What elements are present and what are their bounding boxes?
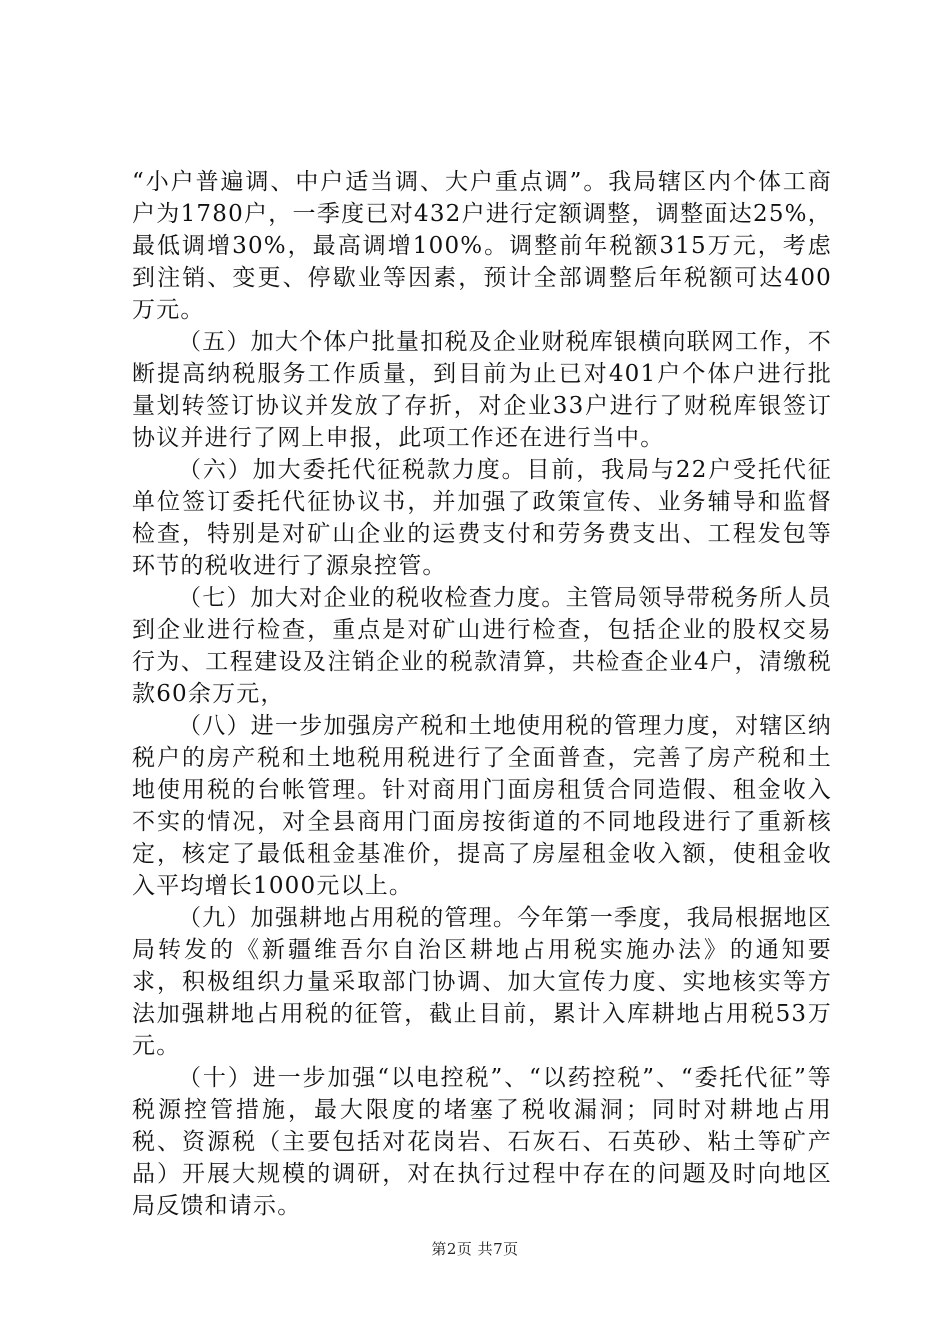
paragraph-property-land-tax: （八）进一步加强房产税和土地使用税的管理力度，对辖区纳税户的房产税和土地税用税进行了全面普查，完善了房产税和土地使用税的台帐管理。针对商用门面房租赁合同造假、租金收入不实的情况，对全县商用门面房按街道的不同地段进行了重新核定，核定了最低租金基准价，提高了房屋租金收入额，使租金收入平均增长1000元以上。 [132, 713, 832, 899]
paragraph-enterprise-inspection: （七）加大对企业的税收检查力度。主管局领导带税务所人员到企业进行检查，重点是对矿山进行检查，包括企业的股权交易行为、工程建设及注销企业的税款清算，共检查企业4户，清缴税款60余万元， [132, 585, 832, 707]
paragraph-quota-adjustment: “小户普遍调、中户适当调、大户重点调”。我局辖区内个体工商户为1780户，一季度已对432户进行定额调整，调整面达25%，最低调增30%，最高调增100%。调整前年税额315万元，考虑到注销、变更、停歇业等因素，预计全部调整后年税额可达400万元。 [132, 169, 832, 323]
paragraph-entrusted-collection: （六）加大委托代征税款力度。目前，我局与22户受托代征单位签订委托代征协议书，并加强了政策宣传、业务辅导和监督检查，特别是对矿山企业的运费支付和劳务费支出、工程发包等环节的税收进行了源泉控管。 [132, 457, 832, 579]
paragraph-batch-tax-deduction: （五）加大个体户批量扣税及企业财税库银横向联网工作，不断提高纳税服务工作质量，到目前为止已对401户个体户进行批量划转签订协议并发放了存折，对企业33户进行了财税库银签订协议并进行了网上申报，此项工作还在进行当中。 [132, 329, 832, 451]
paragraph-farmland-occupation-tax: （九）加强耕地占用税的管理。今年第一季度，我局根据地区局转发的《新疆维吾尔自治区耕地占用税实施办法》的通知要求，积极组织力量采取部门协调、加大宣传力度、实地核实等方法加强耕地占用税的征管，截止目前，累计入库耕地占用税53万元。 [132, 905, 832, 1059]
paragraph-tax-source-control: （十）进一步加强“以电控税”、“以药控税”、“委托代征”等税源控管措施，最大限度的堵塞了税收漏洞；同时对耕地占用税、资源税（主要包括对花岗岩、石灰石、石英砂、粘土等矿产品）开展大规模的调研，对在执行过程中存在的问题及时向地区局反馈和请示。 [132, 1065, 832, 1219]
document-body [132, 166, 832, 1222]
page-number-footer: 第2页 共7页 [431, 1240, 519, 1258]
